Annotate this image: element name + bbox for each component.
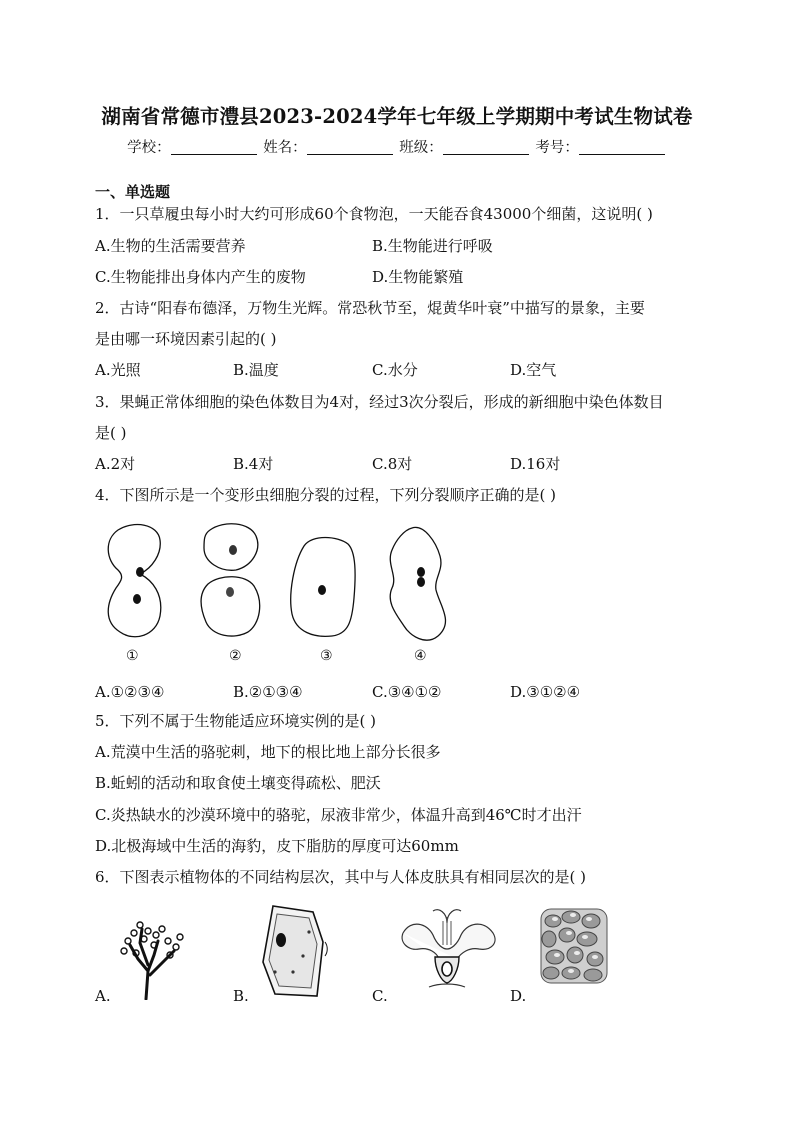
amoeba-division-figure — [100, 518, 460, 668]
question-5-option-d[interactable]: D.北极海域中生活的海豹，皮下脂肪的厚度可达60mm — [95, 837, 459, 855]
question-3-option-b[interactable]: B.4对 — [233, 455, 274, 473]
question-4-option-a[interactable]: A.①②③④ — [95, 683, 165, 701]
plant-cell-image — [255, 902, 335, 1002]
question-5-option-c[interactable]: C.炎热缺水的沙漠环境中的骆驼，尿液非常少，体温升高到46℃时才出汗 — [95, 806, 582, 824]
question-1-option-c[interactable]: C.生物能排出身体内产生的废物 — [95, 268, 306, 286]
question-5-stem: 5．下列不属于生物能适应环境实例的是( ) — [95, 712, 377, 730]
cell-1-membrane — [108, 525, 161, 637]
figure-label-3: ③ — [320, 648, 333, 664]
figure-label-2: ② — [229, 648, 242, 664]
figure-label-1: ① — [126, 648, 139, 664]
school-blank[interactable] — [171, 139, 257, 155]
question-2-stem-line-1: 2．古诗“阳春布德泽，万物生光辉。常恐秋节至，焜黄华叶衰”中描写的景象，主要 — [95, 299, 645, 317]
tree-image — [110, 915, 190, 1000]
question-4-option-c[interactable]: C.③④①② — [372, 683, 442, 701]
question-2-stem-line-2: 是由哪一环境因素引起的( ) — [95, 330, 277, 348]
exam-number-label: 考号： — [535, 140, 579, 156]
question-3-option-c[interactable]: C.8对 — [372, 455, 413, 473]
question-6-option-a[interactable]: A. — [95, 987, 111, 1005]
question-2-option-c[interactable]: C.水分 — [372, 361, 418, 379]
question-6-stem: 6．下图表示植物体的不同结构层次，其中与人体皮肤具有相同层次的是( ) — [95, 868, 587, 886]
question-1-stem: 1．一只草履虫每小时大约可形成60个食物泡，一天能吞食43000个细菌，这说明( ) — [95, 205, 653, 223]
flower-image — [395, 905, 500, 995]
cell-2-upper-nucleus — [229, 545, 237, 555]
question-6-option-c[interactable]: C. — [372, 987, 388, 1005]
question-1-option-b[interactable]: B.生物能进行呼吸 — [372, 237, 493, 255]
cell-4-nucleus-top — [417, 567, 425, 577]
student-info-row — [0, 136, 794, 157]
question-6-option-d[interactable]: D. — [510, 987, 527, 1005]
exam-title: 湖南省常德市澧县2023-2024学年七年级上学期期中考试生物试卷 — [101, 105, 693, 128]
question-2-option-d[interactable]: D.空气 — [510, 361, 557, 379]
cell-2-lower-membrane — [201, 577, 260, 636]
exam-number-blank[interactable] — [579, 139, 665, 155]
question-4-stem: 4．下图所示是一个变形虫细胞分裂的过程，下列分裂顺序正确的是( ) — [95, 486, 557, 504]
question-1-option-d[interactable]: D.生物能繁殖 — [372, 268, 464, 286]
section-heading: 一、单选题 — [95, 183, 171, 201]
question-2-option-a[interactable]: A.光照 — [95, 361, 141, 379]
cell-2-lower-nucleus — [226, 587, 234, 597]
question-3-stem-line-1: 3．果蝇正常体细胞的染色体数目为4对，经过3次分裂后，形成的新细胞中染色体数目 — [95, 393, 664, 411]
question-5-option-b[interactable]: B.蚯蚓的活动和取食使土壤变得疏松、肥沃 — [95, 774, 381, 792]
school-label: 学校： — [127, 140, 171, 156]
cell-1-nucleus-top — [136, 567, 144, 577]
cell-4-nucleus-bottom — [417, 577, 425, 587]
cell-3-nucleus — [318, 585, 326, 595]
figure-label-4: ④ — [414, 648, 427, 664]
cell-1-nucleus-bottom — [133, 594, 141, 604]
question-5-option-a[interactable]: A.荒漠中生活的骆驼刺，地下的根比地上部分长很多 — [95, 743, 441, 761]
question-3-stem-line-2: 是( ) — [95, 424, 127, 442]
class-blank[interactable] — [443, 139, 529, 155]
class-label: 班级： — [399, 140, 443, 156]
tissue-image — [535, 905, 615, 987]
question-4-option-b[interactable]: B.②①③④ — [233, 683, 303, 701]
question-1-option-a[interactable]: A.生物的生活需要营养 — [95, 237, 246, 255]
question-2-option-b[interactable]: B.温度 — [233, 361, 279, 379]
name-label: 姓名： — [263, 140, 307, 156]
question-3-option-d[interactable]: D.16对 — [510, 455, 561, 473]
question-3-option-a[interactable]: A.2对 — [95, 455, 136, 473]
name-blank[interactable] — [307, 139, 393, 155]
question-4-option-d[interactable]: D.③①②④ — [510, 683, 581, 701]
question-6-option-b[interactable]: B. — [233, 987, 249, 1005]
